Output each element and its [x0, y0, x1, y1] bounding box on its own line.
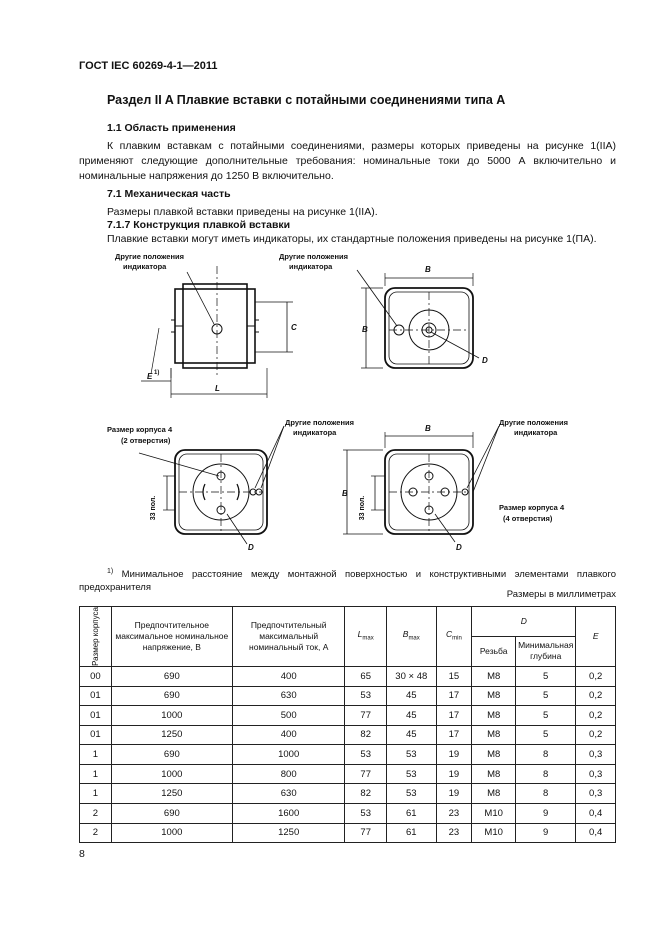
cell-thread: M8	[472, 666, 516, 686]
cell-size: 1	[80, 764, 112, 784]
cell-voltage: 1000	[111, 823, 232, 843]
cell-b: 53	[387, 784, 437, 804]
cell-l: 82	[345, 725, 387, 745]
cell-voltage: 690	[111, 686, 232, 706]
cell-c: 19	[436, 764, 472, 784]
cell-c: 23	[436, 804, 472, 824]
cell-e: 0,4	[576, 804, 616, 824]
dim-label-b: B	[362, 325, 368, 334]
heading-mechanical: 7.1 Механическая часть	[107, 188, 231, 200]
cell-depth: 5	[516, 706, 576, 726]
cell-thread: M8	[472, 686, 516, 706]
fig-label: (2 отверстия)	[121, 436, 171, 445]
units-note: Размеры в миллиметрах	[506, 589, 616, 600]
cell-e: 0,2	[576, 706, 616, 726]
cell-voltage: 1250	[111, 784, 232, 804]
fig-label: Размер корпуса 4	[499, 503, 565, 512]
cell-l: 82	[345, 784, 387, 804]
header-l: $L_{max}$	[345, 607, 387, 667]
cell-current: 630	[232, 784, 344, 804]
cell-depth: 8	[516, 764, 576, 784]
cell-l: 53	[345, 686, 387, 706]
dim-label-33: 33 пол.	[359, 495, 366, 521]
fig-label: (4 отверстия)	[503, 514, 553, 523]
cell-c: 23	[436, 823, 472, 843]
dim-label-b: B	[342, 489, 348, 498]
dim-label-d: D	[248, 543, 254, 552]
cell-thread: M8	[472, 706, 516, 726]
fig-label: индикатора	[289, 262, 333, 271]
cell-current: 400	[232, 725, 344, 745]
cell-size: 01	[80, 725, 112, 745]
cell-current: 400	[232, 666, 344, 686]
cell-depth: 8	[516, 745, 576, 765]
cell-size: 01	[80, 706, 112, 726]
cell-e: 0,2	[576, 686, 616, 706]
cell-current: 1250	[232, 823, 344, 843]
cell-thread: M8	[472, 784, 516, 804]
cell-depth: 5	[516, 725, 576, 745]
header-voltage: Предпочтительное максимальное номинальное напряжение, В	[111, 607, 232, 667]
side-view	[141, 266, 293, 398]
cell-thread: M10	[472, 804, 516, 824]
cell-c: 17	[436, 725, 472, 745]
cell-voltage: 1000	[111, 764, 232, 784]
table-row	[80, 666, 616, 686]
cell-c: 19	[436, 784, 472, 804]
cell-e: 0,2	[576, 725, 616, 745]
cell-depth: 8	[516, 784, 576, 804]
heading-scope: 1.1 Область применения	[107, 122, 236, 134]
cell-voltage: 690	[111, 804, 232, 824]
fig-label: индикатора	[514, 428, 558, 437]
cell-current: 630	[232, 686, 344, 706]
cell-e: 0,3	[576, 784, 616, 804]
fig-label: индикатора	[293, 428, 337, 437]
paragraph-indicators: Плавкие вставки могут иметь индикаторы, их стандартные положения приведены на рисунке 1(ПА).	[107, 233, 597, 245]
cell-e: 0,3	[576, 745, 616, 765]
cell-b: 53	[387, 764, 437, 784]
cell-c: 19	[436, 745, 472, 765]
cell-voltage: 1000	[111, 706, 232, 726]
dim-label-l: L	[215, 384, 220, 393]
end-view-4holes	[343, 426, 499, 542]
cell-current: 800	[232, 764, 344, 784]
table-row	[80, 823, 616, 843]
cell-current: 500	[232, 706, 344, 726]
cell-b: 61	[387, 804, 437, 824]
cell-b: 53	[387, 745, 437, 765]
cell-b: 30 × 48	[387, 666, 437, 686]
cell-voltage: 690	[111, 745, 232, 765]
cell-size: 2	[80, 823, 112, 843]
cell-thread: M10	[472, 823, 516, 843]
end-view-1	[357, 270, 479, 368]
cell-thread: M8	[472, 745, 516, 765]
cell-c: 15	[436, 666, 472, 686]
table-row	[80, 706, 616, 726]
dim-label-d: D	[482, 356, 488, 365]
dim-label-e-sup: 1)	[154, 370, 160, 376]
cell-b: 45	[387, 725, 437, 745]
cell-depth: 5	[516, 686, 576, 706]
cell-depth: 9	[516, 823, 576, 843]
paragraph-scope: К плавким вставкам с потайными соединениями, размеры которых приведены на рисунке 1(IIA) применяют следующие дополнительные требования: номинальные токи до 5000 А включительно и номинальные напряжения до 1250 В включительно.	[79, 140, 616, 182]
cell-l: 77	[345, 823, 387, 843]
cell-current: 1000	[232, 745, 344, 765]
cell-l: 53	[345, 745, 387, 765]
cell-e: 0,4	[576, 823, 616, 843]
fig-label: Размер корпуса 4	[107, 425, 173, 434]
header-size: Размер корпуса	[80, 607, 112, 667]
cell-depth: 5	[516, 666, 576, 686]
cell-size: 1	[80, 784, 112, 804]
cell-e: 0,3	[576, 764, 616, 784]
dim-label-c: C	[291, 323, 297, 332]
footnote-marker: 1)	[107, 568, 114, 575]
header-d: D	[472, 607, 576, 637]
page-number: 8	[79, 848, 85, 860]
fig-label: Другие положения	[499, 418, 568, 427]
cell-l: 53	[345, 804, 387, 824]
cell-thread: M8	[472, 725, 516, 745]
dim-label-e: E	[147, 372, 153, 381]
paragraph-dimensions: Размеры плавкой вставки приведены на рисунке 1(IIA).	[107, 206, 378, 218]
header-depth: Минимальная глубина	[516, 636, 576, 666]
cell-size: 00	[80, 666, 112, 686]
dim-label-d: D	[456, 543, 462, 552]
header-thread: Резьба	[472, 636, 516, 666]
fig-label: Другие положения	[115, 252, 184, 261]
fig-label: Другие положения	[285, 418, 354, 427]
header-current: Предпочтительный максимальный номинальный ток, А	[232, 607, 344, 667]
fuse-figure	[79, 248, 619, 560]
cell-c: 17	[436, 706, 472, 726]
section-title: Раздел II A Плавкие вставки с потайными соединениями типа A	[107, 93, 506, 107]
cell-l: 65	[345, 666, 387, 686]
cell-b: 45	[387, 686, 437, 706]
cell-depth: 9	[516, 804, 576, 824]
cell-thread: M8	[472, 764, 516, 784]
cell-e: 0,2	[576, 666, 616, 686]
fig-label: индикатора	[123, 262, 167, 271]
cell-voltage: 690	[111, 666, 232, 686]
cell-size: 1	[80, 745, 112, 765]
cell-l: 77	[345, 706, 387, 726]
table-row	[80, 764, 616, 784]
cell-c: 17	[436, 686, 472, 706]
cell-l: 77	[345, 764, 387, 784]
cell-b: 61	[387, 823, 437, 843]
cell-voltage: 1250	[111, 725, 232, 745]
cell-current: 1600	[232, 804, 344, 824]
table-row	[80, 784, 616, 804]
heading-construction: 7.1.7 Конструкция плавкой вставки	[107, 219, 291, 231]
dim-label-33: 33 пол.	[150, 495, 157, 521]
table-row	[80, 745, 616, 765]
cell-size: 01	[80, 686, 112, 706]
cell-size: 2	[80, 804, 112, 824]
dim-label-b: B	[425, 424, 431, 433]
header-c: $C_{min}$	[436, 607, 472, 667]
footnote-text: Минимальное расстояние между монтажной поверхностью и конструктивными элементами плавкого предохранителя	[79, 569, 616, 594]
dimensions-table	[79, 606, 616, 843]
table-row	[80, 804, 616, 824]
fig-label: Другие положения	[279, 252, 348, 261]
document-header: ГОСТ IEC 60269-4-1—2011	[79, 60, 218, 72]
header-e: E	[576, 607, 616, 667]
dim-label-b: B	[425, 265, 431, 274]
table-row	[80, 686, 616, 706]
header-b: $B_{max}$	[387, 607, 437, 667]
table-row	[80, 725, 616, 745]
cell-b: 45	[387, 706, 437, 726]
